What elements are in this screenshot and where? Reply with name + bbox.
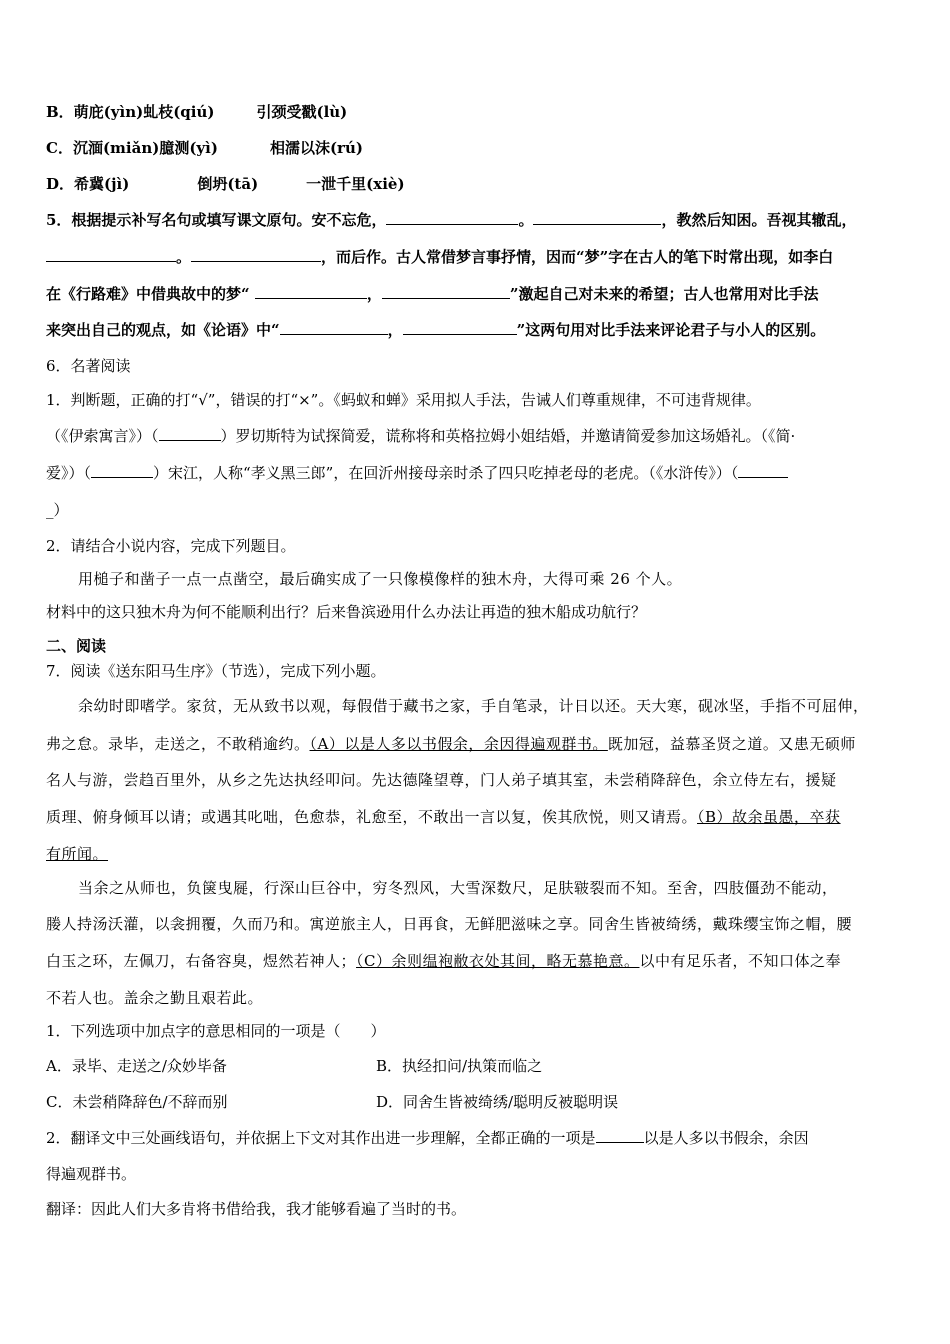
passage-text: 既加冠，益慕圣贤之道。又患无硕师 xyxy=(607,735,856,753)
q5-blank-5[interactable] xyxy=(255,284,367,299)
q6-p1-line-1: 1．判断题，正确的打“√”，错误的打“×”。《蚂蚁和蝉》采用拟人手法，告诫人们尊重规律，不可违背规律。 xyxy=(46,391,761,409)
q5-text: 。 xyxy=(176,248,192,266)
q6-blank-2[interactable] xyxy=(91,463,153,478)
q5-line-4 xyxy=(46,320,825,340)
q6-text: ）宋江，人称“孝义黑三郎”，在回沂州接母亲时杀了四只吃掉老母的老虎。（《水浒传》）（ xyxy=(153,464,739,482)
q6-p1-line-4: _） xyxy=(46,501,69,519)
q5-line-3 xyxy=(46,284,819,304)
passage-p1-line-3: 名人与游，尝趋百里外，从乡之先达执经叩问。先达德隆望尊，门人弟子填其室，未尝稍降辞色，余立侍左右，援疑 xyxy=(46,771,837,789)
q5-text: ， xyxy=(387,321,403,339)
q6-p2-quote: 用槌子和凿子一点一点凿空，最后确实成了一只像模像样的独木舟，大得可乘 26 个人。 xyxy=(78,570,683,588)
option-d-text-1: D．希冀(jì) xyxy=(46,175,130,193)
option-c-text-1: C．沉湎(miǎn)臆测(yì) xyxy=(46,139,218,157)
q5-blank-8[interactable] xyxy=(403,320,517,335)
q5-text: ， xyxy=(366,285,382,303)
sub2-line-2: 得遍观群书。 xyxy=(46,1165,137,1183)
option-d-text-3: 一泄千里(xiè) xyxy=(306,175,405,193)
underline-b-1: （B）故余虽愚，卒获 xyxy=(697,808,841,826)
q5-text: 来突出自己的观点，如《论语》中“ xyxy=(46,321,280,339)
q5-text: ”这两句用对比手法来评论君子与小人的区别。 xyxy=(516,321,826,339)
q6-p1-line-3 xyxy=(46,463,788,483)
q5-text: 5．根据提示补写名句或填写课文原句。安不忘危， xyxy=(46,211,387,229)
q5-text: 。 xyxy=(518,211,534,229)
q5-blank-3[interactable] xyxy=(46,247,176,262)
passage-p1-line-2 xyxy=(46,734,856,754)
sub1-option-c[interactable]: C．未尝稍降辞色/不辞而别 xyxy=(46,1093,228,1111)
q6-text: 爱》）（ xyxy=(46,464,92,482)
passage-text: 白玉之环，左佩刀，右备容臭，煜然若神人； xyxy=(46,952,357,970)
q6-blank-3[interactable] xyxy=(738,463,788,478)
q5-blank-7[interactable] xyxy=(280,320,388,335)
sub1-option-d[interactable]: D．同舍生皆被绮绣/聪明反被聪明误 xyxy=(376,1093,619,1111)
option-b-text-1: B．萌庇(yìn)虬枝(qiú) xyxy=(46,103,215,121)
sub2-text: 2．翻译文中三处画线语句，并依据上下文对其作出进一步理解，全都正确的一项是 xyxy=(46,1129,596,1147)
option-c xyxy=(46,138,363,158)
sub2-line-1 xyxy=(46,1128,809,1148)
passage-text: 以中有足乐者，不知口体之奉 xyxy=(639,952,842,970)
q5-text: ，教然后知困。吾视其辙乱， xyxy=(661,211,857,229)
option-b-text-2: 引颈受戳(lù) xyxy=(256,103,348,121)
q5-blank-2[interactable] xyxy=(533,210,661,225)
passage-p1-line-1: 余幼时即嗜学。家贫，无从致书以观，每假借于藏书之家，手自笔录，计日以还。天大寒，砚冰坚，手指不可屈伸， xyxy=(78,697,869,715)
passage-p1-line-5: 有所闻。 xyxy=(46,845,109,863)
sub2-translation: 翻译：因此人们大多肯将书借给我，我才能够看遍了当时的书。 xyxy=(46,1200,467,1218)
q6-p2-title: 2．请结合小说内容，完成下列题目。 xyxy=(46,537,296,555)
q7-title: 7．阅读《送东阳马生序》（节选），完成下列小题。 xyxy=(46,662,386,680)
underline-c: （C）余则缊袍敝衣处其间，略无慕艳意。 xyxy=(356,952,640,970)
option-d xyxy=(46,174,405,194)
passage-p2-line-2: 媵人持汤沃灌，以衾拥覆，久而乃和。寓逆旅主人，日再食，无鲜肥滋味之享。同舍生皆被绮绣，戴珠缨宝饰之帽，腰 xyxy=(46,915,853,933)
section-heading: 二、阅读 xyxy=(46,637,107,655)
q6-p1-line-2 xyxy=(46,426,795,446)
passage-text: 弗之怠。录毕，走送之，不敢稍逾约。 xyxy=(46,735,310,753)
q5-text: ，而后作。古人常借梦言事抒情，因而“梦”字在古人的笔下时常出现，如李白 xyxy=(321,248,834,266)
option-d-text-2: 倒坍(tā) xyxy=(197,175,259,193)
passage-p2-line-3 xyxy=(46,951,841,971)
underline-a: （A）以是人多以书假余，余因得遍观群书。 xyxy=(309,735,608,753)
passage-p2-line-4: 不若人也。盖余之勤且艰若此。 xyxy=(46,989,264,1007)
q6-blank-1[interactable] xyxy=(159,426,221,441)
q5-line-1 xyxy=(46,210,856,230)
q5-text: 在《行路难》中借典故中的梦“ xyxy=(46,285,255,303)
q5-blank-1[interactable] xyxy=(386,210,518,225)
sub1-option-a[interactable]: A．录毕、走送之/众妙毕备 xyxy=(46,1057,227,1075)
sub1-option-b[interactable]: B．执经扣问/执策而临之 xyxy=(376,1057,543,1075)
q6-text: ）罗切斯特为试探简爱，谎称将和英格拉姆小姐结婚，并邀请简爱参加这场婚礼。（《简· xyxy=(220,427,796,445)
q6-p2-question: 材料中的这只独木舟为何不能顺利出行？后来鲁滨逊用什么办法让再造的独木船成功航行？ xyxy=(46,603,647,621)
q5-blank-4[interactable] xyxy=(191,247,321,262)
passage-p2-line-1: 当余之从师也，负箧曳屣，行深山巨谷中，穷冬烈风，大雪深数尺，足肤皲裂而不知。至舍，四肢僵劲不能动， xyxy=(78,879,838,897)
option-b xyxy=(46,102,347,122)
sub2-blank[interactable] xyxy=(596,1128,644,1143)
q5-line-2 xyxy=(46,247,833,267)
option-c-text-2: 相濡以沫(rú) xyxy=(269,139,363,157)
q5-text: ”激起自己对未来的希望；古人也常用对比手法 xyxy=(509,285,819,303)
q6-title: 6．名著阅读 xyxy=(46,357,131,375)
sub2-text: 以是人多以书假余，余因 xyxy=(643,1129,809,1147)
q5-blank-6[interactable] xyxy=(382,284,510,299)
passage-text: 质理、俯身倾耳以请；或遇其叱咄，色愈恭，礼愈至，不敢出一言以复，俟其欣悦，则又请焉。 xyxy=(46,808,698,826)
sub1-question: 1．下列选项中加点字的意思相同的一项是（ ） xyxy=(46,1022,386,1040)
passage-p1-line-4 xyxy=(46,807,841,827)
q6-text: （《伊索寓言》）（ xyxy=(46,427,159,445)
